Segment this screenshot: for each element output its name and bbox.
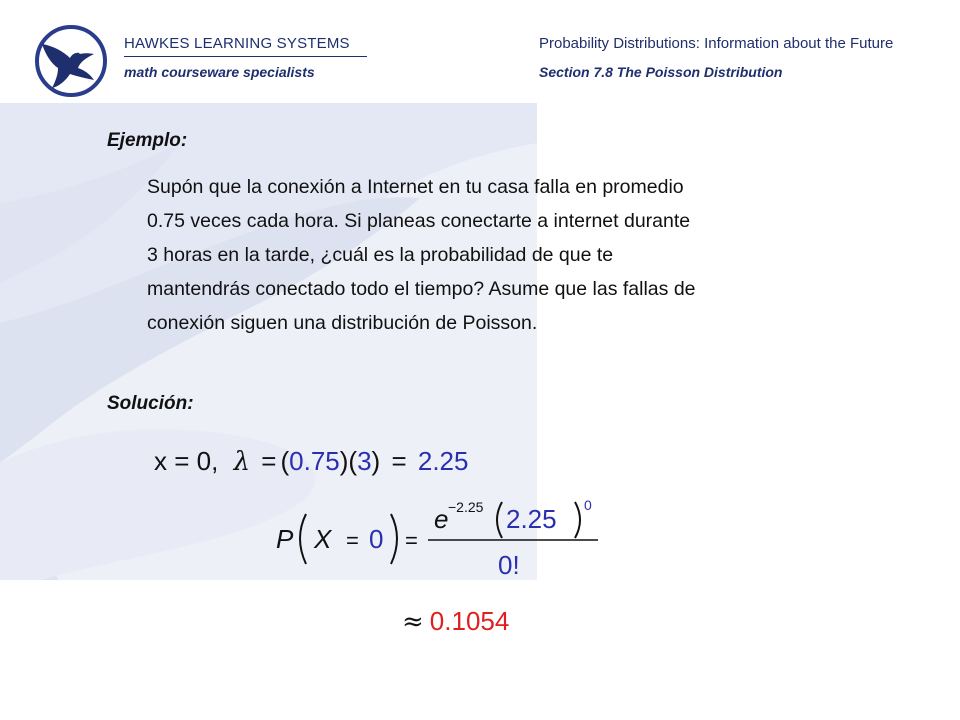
example-line: conexión siguen una distribución de Poisson. <box>147 312 538 334</box>
parameter-equation <box>154 446 468 477</box>
base-left-paren <box>497 502 502 538</box>
x-symbol: X <box>314 524 332 554</box>
base-value: 2.25 <box>506 504 557 534</box>
base-right-paren <box>575 502 580 538</box>
p-symbol: P <box>276 524 294 554</box>
power-value: 0 <box>584 497 592 513</box>
result-value: 0.1054 <box>429 606 510 636</box>
close-paren: ) <box>371 446 381 476</box>
left-paren <box>300 514 306 564</box>
example-line: 0.75 veces cada hora. Si planeas conectarte a internet durante <box>147 210 691 232</box>
brand-name: HAWKES LEARNING SYSTEMS <box>124 35 350 52</box>
chapter-topic: Probability Distributions: Information about the Future <box>539 35 894 52</box>
equals-sign: = <box>391 446 407 476</box>
exponent-value: −2.25 <box>448 499 484 515</box>
denominator-value: 0! <box>498 550 520 580</box>
final-result <box>402 606 509 637</box>
open-paren: ( <box>280 446 290 476</box>
brand-underline <box>124 56 367 57</box>
lambda-symbol: λ <box>233 447 251 477</box>
formula-equals: = <box>405 528 418 553</box>
right-paren <box>391 514 397 564</box>
x-assignment: x = 0, <box>154 446 219 476</box>
equals-sign: = <box>261 446 277 476</box>
inner-equals: = <box>346 528 359 553</box>
lambda-result: 2.25 <box>417 446 469 476</box>
section-title: Section 7.8 The Poisson Distribution <box>539 64 783 80</box>
example-heading: Ejemplo: <box>107 130 188 151</box>
brand-tagline: math courseware specialists <box>124 64 315 80</box>
zero-value: 0 <box>369 524 384 554</box>
example-line: mantendrás conectado todo el tiempo? Asume que las fallas de <box>147 278 696 300</box>
poisson-formula <box>270 494 610 584</box>
approx-symbol: ≈ <box>402 607 424 637</box>
example-text <box>147 170 837 340</box>
example-line: 3 horas en la tarde, ¿cuál es la probabilidad de que te <box>147 244 614 266</box>
example-line: Supón que la conexión a Internet en tu casa falla en promedio <box>147 176 684 198</box>
rate-value: 0.75 <box>289 446 340 476</box>
solution-heading: Solución: <box>107 393 194 414</box>
hawk-logo-icon <box>32 24 110 98</box>
mid-paren: )( <box>339 446 358 476</box>
e-symbol: e <box>434 504 449 534</box>
hours-value: 3 <box>357 446 372 476</box>
